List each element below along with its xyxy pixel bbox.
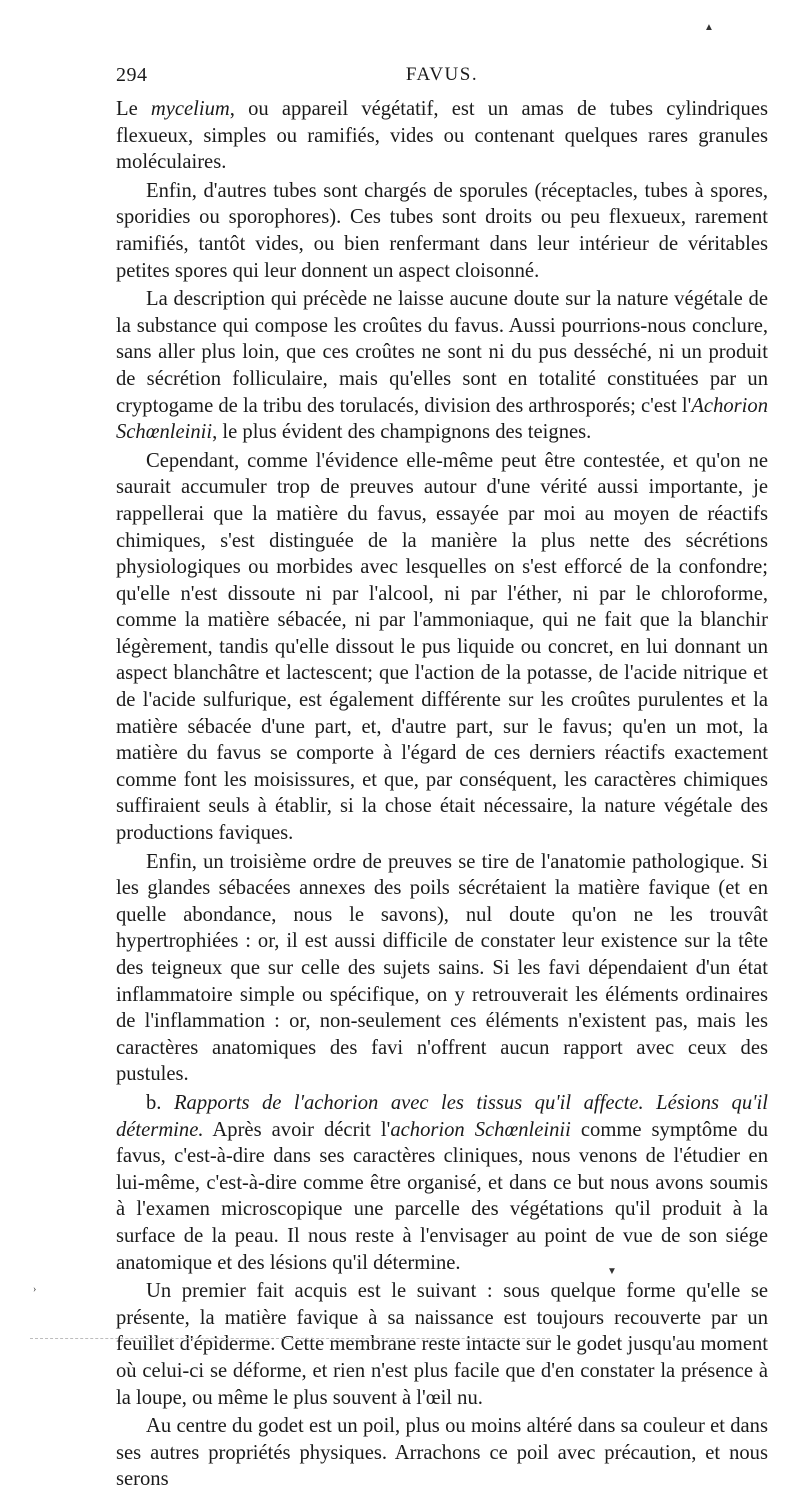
paragraph-godet-center: Au centre du godet est un poil, plus ou moins altéré dans sa couleur et dans ses autres propriétés physiques. Arrachons ce poil avec précaution, et nous serons xyxy=(116,1415,768,1491)
paragraph-chemical-proof: Cependant, comme l'évidence elle-même peut être contestée, et qu'on ne saurait accumuler trop de preuves autour d'une vérité aussi importante, je rappellerai que la matière du favus, essayée par moi au moyen de réactifs chimiques, s'est distinguée de la manière la plus nette des sécrétions physiologiques ou morbides avec lesquelles on s'est efforcé de la confondre; qu'elle n'est dissoute ni par l'alcool, ni par l'éther, ni par le chloroforme, comme la matière sébacée, ni par l'ammoniaque, qui ne fait que la blanchir légèrement, tandis qu'elle dissout le pus liquide ou concret, en lui donnant un aspect blanchâtre et lactescent; que l'action de la potasse, de l'acide nitrique et de l'acide sulfurique, est également différente sur les croûtes purulentes et la matière sébacée d'une part, et, d'autre part, sur le favus; qu'en un mot, la matière du favus se comporte à l'égard de ces derniers réactifs exactement comme font les moisissures, et que, par conséquent, les caractères chimiques suffiraient seuls à établir, si la chose était nécessaire, la nature végétale des productions faviques. xyxy=(116,449,768,845)
running-title: FAVUS. xyxy=(405,64,479,85)
text-run: comme symptôme du favus, c'est-à-dire dans ses caractères cliniques, nous venons de l'étudier en lui-même, c'est-à-dire comme être organisé, et dans ce but nous avons soumis à l'examen microscopique une parcelle des végétations qu'il produit à la surface de la peau. Il nous reste à l'envisager au point de vue de son siége anatomique et des lésions qu'il détermine. xyxy=(116,1118,768,1274)
print-mark-left: › xyxy=(33,1284,37,1295)
page-header xyxy=(116,64,768,90)
paragraph-section-b xyxy=(116,1090,768,1276)
italic-term: Achorion Schœnleinii xyxy=(116,394,768,444)
paragraph-sporules: Enfin, d'autres tubes sont chargés de sporules (réceptacles, tubes à spores, sporidies ou sporophores). Ces tubes sont droits ou peu flexueux, rarement ramifiés, tantôt vides, ou bien renfermant dans leur intérieur de véritables petites spores qui leur donnent un aspect cloisonné. xyxy=(116,179,768,282)
paragraph-mycelium xyxy=(116,96,768,176)
scan-artifact-line xyxy=(30,1338,550,1339)
italic-term: mycelium xyxy=(150,98,230,120)
section-heading: Rapports de l'achorion avec les tissus qu'il affecte. Lésions qu'il détermine. xyxy=(116,1091,768,1141)
text-run: Après avoir décrit l' xyxy=(203,1118,391,1141)
text-run: Le xyxy=(116,98,151,120)
body-text xyxy=(116,96,768,1495)
paragraph-first-fact: Un premier fait acquis est le suivant : sous quelque forme qu'elle se présente, la matière favique à sa naissance est toujours recouverte par un feuillet d'épiderme. Cette membrane reste intacte sur le godet jusqu'au moment où celui-ci se déforme, et rien n'est plus facile que d'en constater la présence à la loupe, ou même le plus souvent à l'œil nu. xyxy=(116,1280,768,1409)
page-number: 294 xyxy=(116,64,148,86)
paragraph-description xyxy=(116,286,768,446)
print-mark-top: ▲ xyxy=(704,22,714,33)
paragraph-anatomy-proof: Enfin, un troisième ordre de preuves se tire de l'anatomie pathologique. Si les glandes sébacées annexes des poils sécrétaient la matière favique (et en quelle abondance, nous le savons), nul doute qu'on ne les trouvât hypertrophiées : or, il est aussi difficile de constater leur existence sur la tête des teigneux que sur celle des sujets sains. Si les favi dépendaient d'un état inflammatoire simple ou spécifique, on y retrouverait les éléments ordinaires de l'inflammation : or, non-seulement ces éléments n'existent pas, mais les caractères anatomiques des favi n'offrent aucun rapport avec ceux des pustules. xyxy=(116,850,768,1086)
text-run: , le plus évident des champignons des teignes. xyxy=(212,421,592,444)
text-run: , ou appareil végétatif, est un amas de tubes cylindriques flexueux, simples ou ramifiés, vides ou contenant quelques rares granules moléculaires. xyxy=(116,98,768,174)
print-mark-bottom: ▼ xyxy=(607,1266,617,1277)
text-run: La description qui précède ne laisse aucune doute sur la nature végétale de la substance qui compose les croûtes du favus. Aussi pourrions-nous conclure, sans aller plus loin, que ces croûtes ne sont ni du pus desséché, ni un produit de sécrétion folliculaire, mais qu'elles sont en totalité constituées par un cryptogame de la tribu des torulacés, division des arthrosporés; c'est l' xyxy=(116,288,768,417)
italic-term: achorion Schœnleinii xyxy=(390,1118,571,1141)
section-label: b. xyxy=(146,1091,174,1114)
